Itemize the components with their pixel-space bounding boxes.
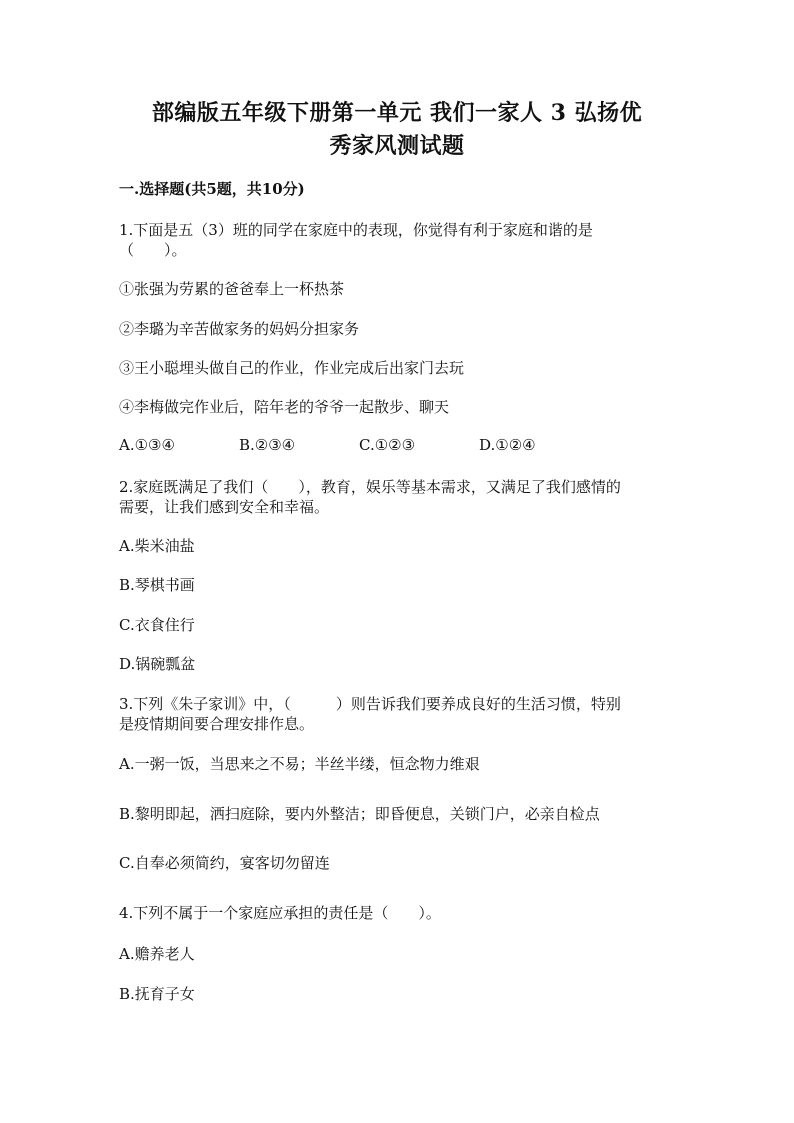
question-3-stem: 3.下列《朱子家训》中，（ ）则告诉我们要养成良好的生活习惯，特别 (119, 695, 621, 713)
question-4-stem: 4.下列不属于一个家庭应承担的责任是（ ）。 (119, 904, 441, 922)
question-1-item: ①张强为劳累的爸爸奉上一杯热茶 (119, 280, 345, 298)
document-title-line-2: 秀家风测试题 (329, 133, 465, 159)
option-d: D.①②④ (479, 436, 536, 454)
option-a: A.①③④ (119, 436, 175, 454)
question-1-item: ④李梅做完作业后，陪年老的爷爷一起散步、聊天 (119, 398, 450, 416)
option-b: B.②③④ (239, 436, 296, 454)
question-1-item: ②李璐为辛苦做家务的妈妈分担家务 (119, 320, 360, 338)
question-4-option-a: A.赡养老人 (119, 945, 195, 963)
question-2-option-c: C.衣食住行 (119, 616, 195, 634)
question-2-stem-cont: 需要，让我们感到安全和幸福。 (119, 498, 330, 516)
question-1-stem-cont: （ ）。 (119, 241, 187, 259)
question-2-option-a: A.柴米油盐 (119, 537, 195, 555)
document-title-line-1: 部编版五年级下册第一单元 我们一家人 3 弘扬优 (151, 100, 643, 126)
question-1-stem: 1.下面是五（3）班的同学在家庭中的表现，你觉得有利于家庭和谐的是 (119, 221, 593, 239)
option-c: C.①②③ (359, 436, 416, 454)
question-2-option-b: B.琴棋书画 (119, 576, 195, 594)
section-heading: 一.选择题(共5题，共10分) (119, 180, 305, 198)
question-4-option-b: B.抚育子女 (119, 985, 195, 1003)
question-3-option-b: B.黎明即起，洒扫庭除，要内外整洁；即昏便息，关锁门户，必亲自检点 (119, 805, 600, 823)
question-1-item: ③王小聪埋头做自己的作业，作业完成后出家门去玩 (119, 359, 465, 377)
question-3-option-a: A.一粥一饭，当思来之不易；半丝半缕，恒念物力维艰 (119, 755, 480, 773)
question-3-option-c: C.自奉必须简约，宴客切勿留连 (119, 854, 330, 872)
question-3-stem-cont: 是疫情期间要合理安排作息。 (119, 715, 315, 733)
question-2-stem: 2.家庭既满足了我们（ ），教育，娱乐等基本需求，又满足了我们感情的 (119, 478, 621, 496)
question-2-option-d: D.锅碗瓢盆 (119, 655, 196, 673)
